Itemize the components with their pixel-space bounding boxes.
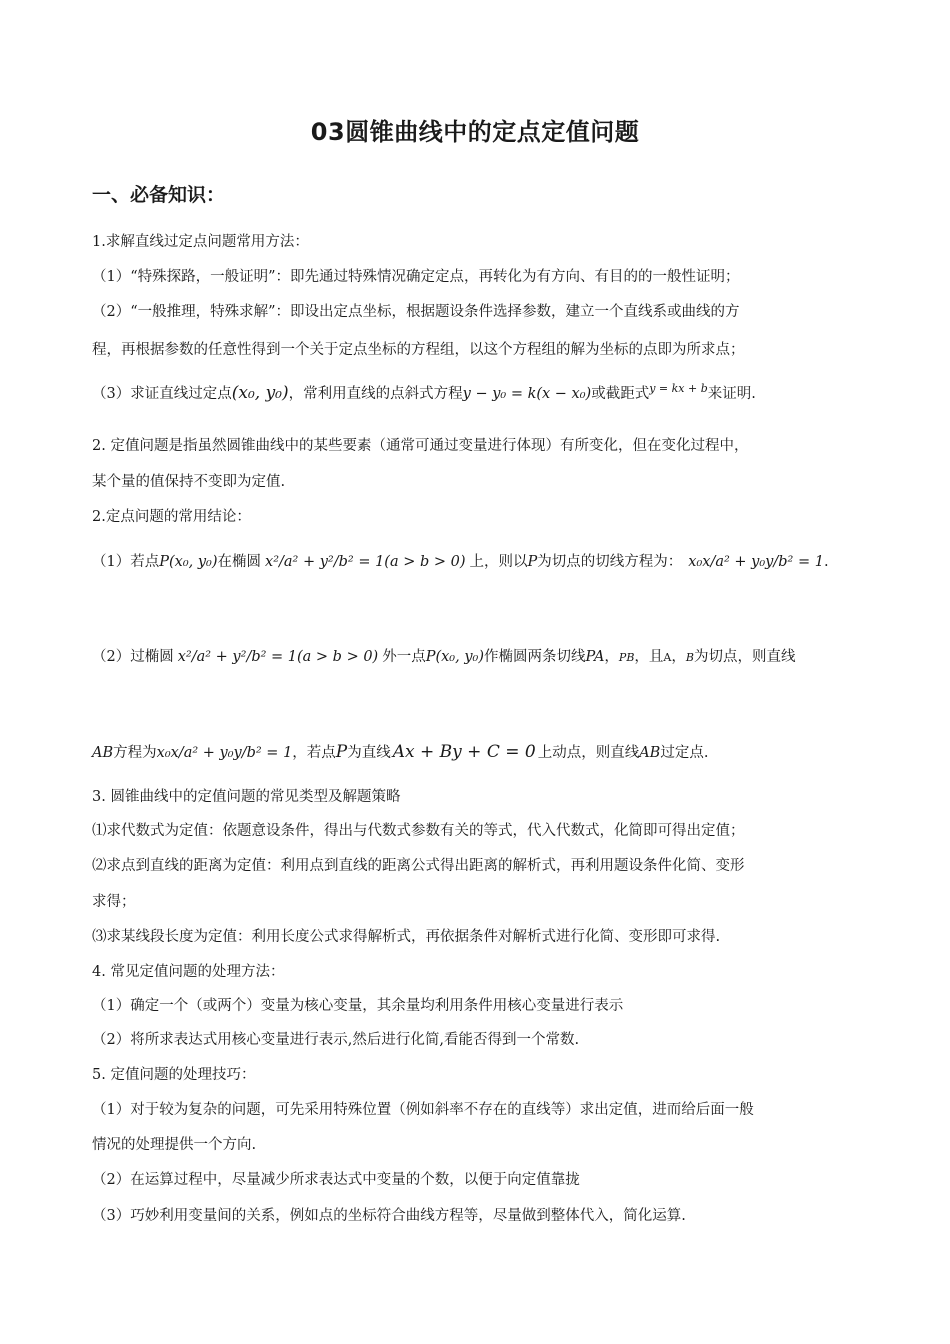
math-var: PB — [618, 651, 635, 664]
paragraph: 2. 定值问题是指虽然圆锥曲线中的某些要素（通常可通过变量进行体现）有所变化，但在变化过程中， — [92, 438, 749, 454]
text-span: 在椭圆 — [217, 554, 262, 570]
list-item — [92, 383, 756, 405]
list-item — [92, 640, 795, 675]
math-point: P(x₀, y₀) — [425, 649, 485, 665]
text-span: 方程为 — [113, 745, 157, 761]
math-line-eq: Ax + By + C = 0 — [392, 742, 536, 762]
math-point: (x₀, y₀) — [231, 383, 289, 403]
math-var: AB — [639, 745, 661, 761]
list-item: （2）在运算过程中，尽量减少所求表达式中变量的个数，以便于向定值靠拢 — [92, 1172, 580, 1188]
paragraph-head: 1.求解直线过定点问题常用方法： — [92, 234, 309, 250]
list-item: 情况的处理提供一个方向. — [92, 1137, 257, 1153]
math-var: P — [527, 554, 538, 570]
text-span: ， — [604, 649, 619, 665]
list-item: ⑴求代数式为定值：依题意设条件，得出与代数式参数有关的等式，代入代数式，化简即可得出定值； — [92, 823, 745, 839]
list-item — [92, 545, 829, 579]
paragraph-head: 2.定点问题的常用结论： — [92, 509, 251, 525]
paragraph-head: 3. 圆锥曲线中的定值问题的常见类型及解题策略 — [92, 789, 401, 805]
text-span: （2）过椭圆 — [92, 649, 174, 665]
math-point-slope: y − y₀ = k(x − x₀) — [462, 386, 592, 402]
math-ellipse-eq: x²/a² + y²/b² = 1(a > b > 0) — [177, 649, 379, 665]
list-item: （2）“一般推理，特殊求解”：即设出定点坐标，根据题设条件选择参数，建立一个直线系或曲线的方 — [92, 304, 740, 320]
paragraph: 某个量的值保持不变即为定值. — [92, 474, 286, 490]
text-span: ， — [671, 649, 686, 665]
list-item — [92, 735, 708, 770]
math-tangent-eq: x₀x/a² + y₀y/b² = 1 — [688, 554, 824, 570]
list-item: ⑶求某线段长度为定值：利用长度公式求得解析式，再依据条件对解析式进行化简、变形即可求得. — [92, 929, 721, 945]
text-span: ，若点 — [292, 745, 336, 761]
list-item: （1）对于较为复杂的问题，可先采用特殊位置（例如斜率不存在的直线等）求出定值，进而给后面一般 — [92, 1102, 754, 1118]
text-span: （1）若点 — [92, 554, 160, 570]
text-span: 上动点，则直线 — [537, 745, 640, 761]
list-item: 求得； — [92, 894, 136, 910]
paragraph-head: 4. 常见定值问题的处理方法： — [92, 964, 285, 980]
text-span: 为直线 — [347, 745, 391, 761]
text-span: 上，则以 — [469, 554, 528, 570]
list-item: 程，再根据参数的任意性得到一个关于定点坐标的方程组，以这个方程组的解为坐标的点即为所求点； — [92, 342, 745, 358]
math-var: B — [685, 651, 694, 664]
text-span: . — [823, 554, 829, 570]
list-item: （2）将所求表达式用核心变量进行表示,然后进行化简,看能否得到一个常数. — [92, 1032, 580, 1048]
math-var: A — [663, 651, 672, 664]
text-span: 外一点 — [382, 649, 426, 665]
page-title: 03圆锥曲线中的定点定值问题 — [310, 118, 640, 146]
list-item: ⑵求点到直线的距离为定值：利用点到直线的距离公式得出距离的解析式，再利用题设条件化简、变形 — [92, 858, 745, 874]
list-item: （3）巧妙利用变量间的关系，例如点的坐标符合曲线方程等，尽量做到整体代入，简化运算. — [92, 1208, 686, 1224]
text-span: 作椭圆两条切线 — [484, 649, 586, 665]
text-span: 为切点的切线方程为： — [537, 554, 683, 570]
text-span: 过定点. — [660, 745, 709, 761]
math-intercept: y = kx + b — [649, 382, 708, 395]
text-span: ，且 — [634, 649, 664, 665]
math-var: PA — [585, 649, 605, 665]
text-span: ，常利用直线的点斜式方程 — [288, 386, 463, 402]
math-point: P(x₀, y₀) — [159, 554, 218, 570]
text-span: 来证明. — [707, 386, 756, 402]
math-var: AB — [92, 745, 114, 761]
list-item: （1）“特殊探路，一般证明”：即先通过特殊情况确定定点，再转化为有方向、有目的的一般性证明； — [92, 269, 740, 285]
paragraph-head: 5. 定值问题的处理技巧： — [92, 1067, 256, 1083]
math-var: P — [335, 742, 348, 762]
section-heading: 一、必备知识： — [92, 184, 226, 206]
list-item: （1）确定一个（或两个）变量为核心变量，其余量均利用条件用核心变量进行表示 — [92, 998, 624, 1014]
text-span: 为切点，则直线 — [693, 649, 796, 665]
text-span: （3）求证直线过定点 — [92, 386, 232, 402]
text-span: 或截距式 — [591, 386, 650, 402]
math-ellipse-eq: x²/a² + y²/b² = 1(a > b > 0) — [265, 554, 466, 570]
math-chord-eq: x₀x/a² + y₀y/b² = 1 — [156, 745, 293, 761]
